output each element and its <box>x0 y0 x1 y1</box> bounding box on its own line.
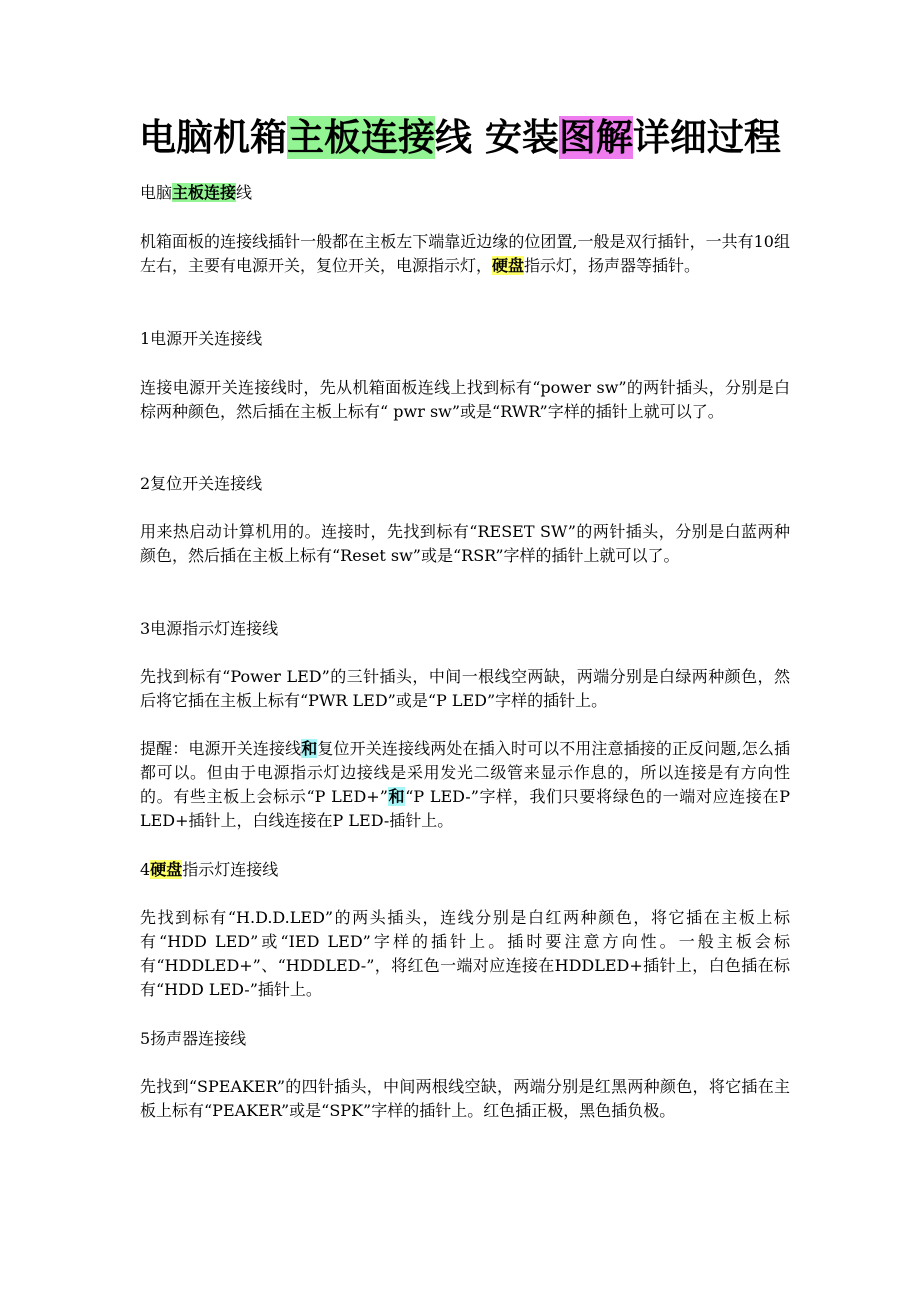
tip-paragraph <box>140 737 790 833</box>
title-part: 电脑机箱 <box>139 116 288 159</box>
section-4-heading <box>140 858 790 882</box>
tip-highlight: 和 <box>387 787 406 806</box>
title-part: 线 安装 <box>435 116 559 159</box>
subtitle <box>140 181 790 205</box>
tip-text: 提醒：电源开关连接线 <box>140 739 302 758</box>
section-4-heading-text: 指示灯连接线 <box>182 860 279 879</box>
tip-text: “P LED-”字样，我们只要将绿色的一端对应连接在P LED+插针上，白线连接在P LED-插针上。 <box>140 787 790 830</box>
section-4-number: 4 <box>140 860 151 879</box>
section-3-body: 先找到标有“Power LED”的三针插头，中间一根线空两缺，两端分别是白绿两种颜色，然后将它插在主板上标有“PWR LED”或是“P LED”字样的插针上。 <box>140 667 790 710</box>
intro-text: 指示灯，扬声器等插针。 <box>524 256 701 275</box>
section-1-heading: 1电源开关连接线 <box>140 329 263 348</box>
title-part: 详细过程 <box>632 116 781 159</box>
section-1-body: 连接电源开关连接线时，先从机箱面板连线上找到标有“power sw”的两针插头，分别是白棕两种颜色，然后插在主板上标有“ pwr sw”或是“RWR”字样的插针上就可以了。 <box>140 378 790 421</box>
section-2-body: 用来热启动计算机用的。连接时，先找到标有“RESET SW”的两针插头，分别是白蓝两种颜色，然后插在主板上标有“Reset sw”或是“RSR”字样的插针上就可以了。 <box>140 522 790 565</box>
tip-highlight: 和 <box>301 739 318 758</box>
section-3-heading: 3电源指示灯连接线 <box>140 619 279 638</box>
intro-highlight: 硬盘 <box>492 256 525 275</box>
title-highlight-magenta: 图解 <box>558 116 633 159</box>
subtitle-part: 线 <box>236 183 253 202</box>
section-4-body: 先找到标有“H.D.D.LED”的两头插头，连线分别是白红两种颜色，将它插在主板上标有“HDD LED”或“IED LED”字样的插针上。插时要注意方向性。一般主板会标有“HDDLED+”、“HDDLED-”，将红色一端对应连接在HDDLED+插针上，白色插在标有“HDD LED-”插针上。 <box>140 908 790 999</box>
section-5-body: 先找到“SPEAKER”的四针插头，中间两根线空缺，两端分别是红黑两种颜色，将它插在主板上标有“PEAKER”或是“SPK”字样的插针上。红色插正极，黑色插负极。 <box>140 1077 790 1120</box>
tip-text: 复位开关连接线两处在插入时可以不用注意插接的正反问题,怎么插都可以。但由于电源指示灯边接线是采用发光二级管来显示作息的，所以连接是有方向性的。有些主板上会标示“P LED+” <box>140 739 790 806</box>
intro-paragraph <box>140 230 790 278</box>
subtitle-part: 电脑 <box>140 183 173 202</box>
title-highlight-green: 主板连接 <box>287 116 436 159</box>
section-2-heading: 2复位开关连接线 <box>140 474 263 493</box>
subtitle-highlight: 主板连接 <box>172 183 237 202</box>
section-5-heading: 5扬声器连接线 <box>140 1029 247 1048</box>
intro-text: 机箱面板的连接线插针一般都在主板左下端靠近边缘的位团置,一般是双行插针，一共有10组左右，主要有电源开关，复位开关，电源指示灯， <box>140 232 790 275</box>
document-title <box>0 110 920 166</box>
section-4-highlight: 硬盘 <box>150 860 183 879</box>
